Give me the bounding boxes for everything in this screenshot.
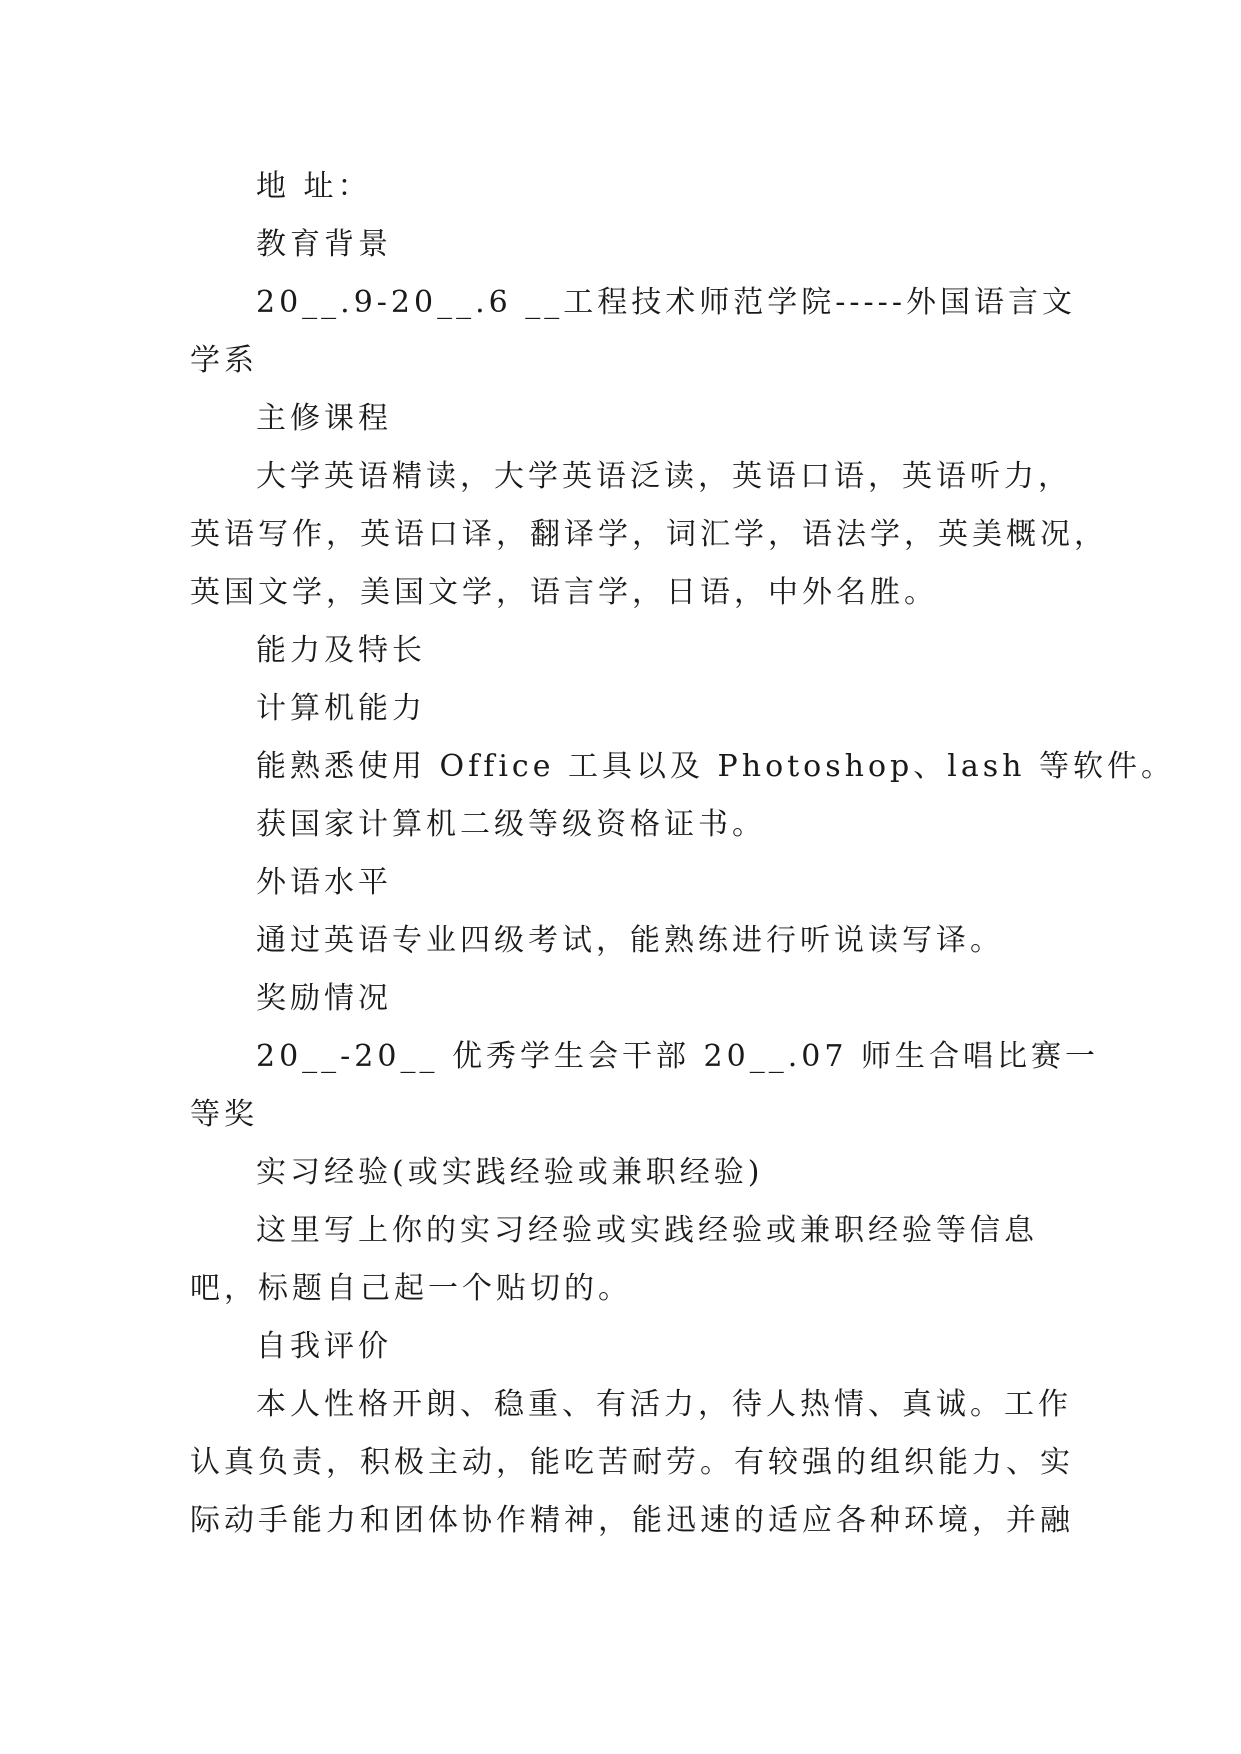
- awards-line: 20__-20__ 优秀学生会干部 20__.07 师生合唱比赛一: [256, 1039, 1099, 1074]
- heading-courses: 主修课程: [256, 401, 392, 436]
- address-label: 地 址：: [256, 169, 372, 204]
- heading-self-evaluation: 自我评价: [256, 1329, 392, 1364]
- language-skills-line: 通过英语专业四级考试，能熟练进行听说读写译。: [256, 923, 1004, 958]
- awards-line: 等奖: [190, 1097, 258, 1132]
- education-entry-line: 20__.9-20__.6 __工程技术师范学院-----外国语言文: [256, 285, 1076, 320]
- education-entry-line: 学系: [190, 343, 258, 378]
- heading-skills: 能力及特长: [256, 633, 426, 668]
- heading-experience: 实习经验(或实践经验或兼职经验): [256, 1155, 764, 1190]
- courses-line: 英语写作，英语口译，翻译学，词汇学，语法学，英美概况，: [190, 517, 1108, 552]
- self-evaluation-line: 际动手能力和团体协作精神，能迅速的适应各种环境，并融: [190, 1503, 1074, 1538]
- computer-skills-line: 能熟悉使用 Office 工具以及 Photoshop、lash 等软件。: [256, 749, 1175, 784]
- subheading-language: 外语水平: [256, 865, 392, 900]
- heading-awards: 奖励情况: [256, 981, 392, 1016]
- heading-education: 教育背景: [256, 227, 392, 262]
- experience-line: 吧，标题自己起一个贴切的。: [190, 1271, 632, 1306]
- self-evaluation-line: 本人性格开朗、稳重、有活力，待人热情、真诚。工作: [256, 1387, 1072, 1422]
- resume-body: [190, 158, 1175, 1550]
- courses-line: 英国文学，美国文学，语言学，日语，中外名胜。: [190, 575, 938, 610]
- courses-line: 大学英语精读，大学英语泛读，英语口语，英语听力，: [256, 459, 1072, 494]
- subheading-computer: 计算机能力: [256, 691, 426, 726]
- computer-cert-line: 获国家计算机二级等级资格证书。: [256, 807, 766, 842]
- experience-line: 这里写上你的实习经验或实践经验或兼职经验等信息: [256, 1213, 1038, 1248]
- self-evaluation-line: 认真负责，积极主动，能吃苦耐劳。有较强的组织能力、实: [190, 1445, 1074, 1480]
